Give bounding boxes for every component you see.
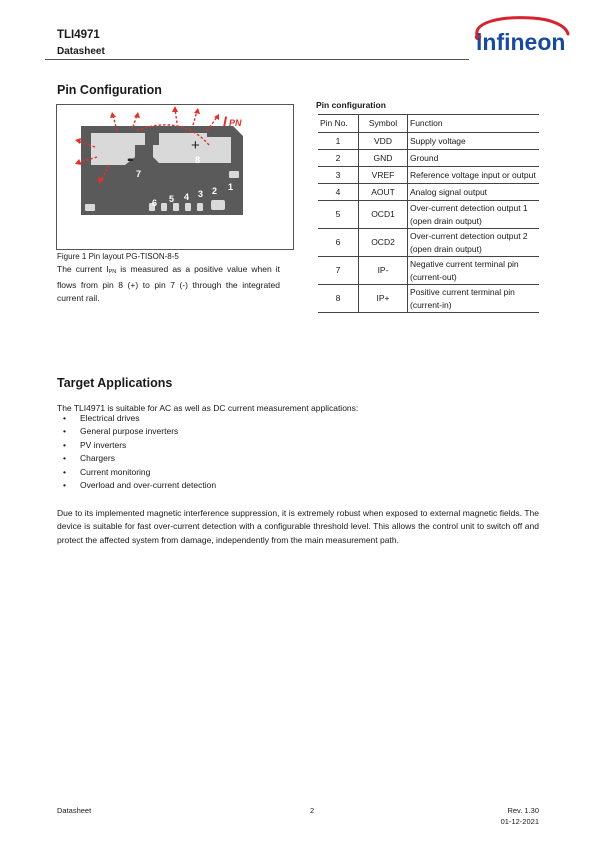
pin-label-6: 6 [152, 198, 158, 208]
product-name: TLI4971 [57, 29, 100, 41]
table-row: 3 VREF Reference voltage input or output [318, 167, 539, 184]
column-header-symbol: Symbol [359, 115, 408, 133]
pin-table-title: Pin configuration [316, 100, 386, 110]
pin-label-2: 2 [212, 186, 218, 196]
pin-label-5: 5 [169, 194, 175, 204]
infineon-logo [462, 14, 572, 62]
current-label: I [223, 113, 227, 129]
list-item: • General purpose inverters [63, 426, 179, 437]
header-divider [45, 59, 469, 60]
current-label-sub: PN [229, 118, 242, 128]
list-item: • Electrical drives [63, 413, 140, 423]
section-title-target-applications: Target Applications [57, 376, 173, 390]
pin-label-3: 3 [198, 189, 204, 199]
pin-layout-figure [56, 104, 294, 250]
pad-label-8: 8 [195, 155, 201, 165]
package-drawing [57, 105, 295, 251]
minus-sign: - [127, 148, 134, 170]
list-item: • Overload and over-current detection [63, 479, 217, 490]
pin-configuration-table [318, 114, 539, 313]
applications-paragraph: Due to its implemented magnetic interference suppression, it is extremely robust when exposed to external magnetic fields. The device is suitable for fast over-current detection with a configurable threshold level. This allows the control unit to switch off and protect the affected system from damage, independently from the main measurement path. [57, 508, 539, 545]
pin-pad-3 [185, 203, 191, 211]
pin-label-1: 1 [228, 182, 234, 192]
applications-list [57, 412, 216, 492]
column-header-pin: Pin No. [318, 115, 359, 133]
page-number: 2 [310, 806, 315, 815]
table-row: 5 OCD1 Over-current detection output 1 (open drain output) [318, 201, 539, 229]
table-row: 7 IP- Negative current terminal pin (current-out) [318, 257, 539, 285]
table-row: 6 OCD2 Over-current detection output 2 (open drain output) [318, 229, 539, 257]
list-item: • Chargers [63, 453, 115, 464]
plus-sign: + [191, 137, 200, 154]
side-pad-left [85, 204, 95, 211]
pin-pad-5 [161, 203, 167, 211]
list-item: • Current monitoring [63, 466, 151, 477]
table-row: 8 IP+ Positive current terminal pin (current-in) [318, 285, 539, 313]
pin-pad-2 [197, 203, 203, 211]
table-row: 1 VDD Supply voltage [318, 133, 539, 150]
table-row: 4 AOUT Analog signal output [318, 184, 539, 201]
section-title-pin-configuration: Pin Configuration [57, 83, 162, 97]
document-type: Datasheet [57, 46, 105, 57]
logo-wordmark: infineon [476, 29, 566, 55]
applications-intro: The TLI4971 is suitable for AC as well as DC current measurement applications: [57, 403, 359, 413]
pin-pad-1 [211, 200, 225, 210]
footer-doc-type: Datasheet [57, 806, 92, 815]
column-header-function: Function [408, 115, 540, 133]
pad-label-7: 7 [136, 169, 142, 179]
table-header-row [318, 115, 539, 133]
table-row: 2 GND Ground [318, 150, 539, 167]
pin-label-4: 4 [184, 192, 190, 202]
footer-date: 01-12-2021 [500, 817, 539, 826]
side-pad-right [229, 171, 239, 178]
list-item: • PV inverters [63, 439, 127, 450]
figure-description: The current $I_{PN}$ is measured as a positive value when it flows from pin 8 (+) to pin 7 (-) through the integrated current rail. [57, 264, 281, 303]
footer-revision: Rev. 1.30 [507, 806, 539, 815]
figure-caption: Figure 1 Pin layout PG-TISON-8-5 [57, 252, 179, 261]
pin-pad-4 [173, 203, 179, 211]
